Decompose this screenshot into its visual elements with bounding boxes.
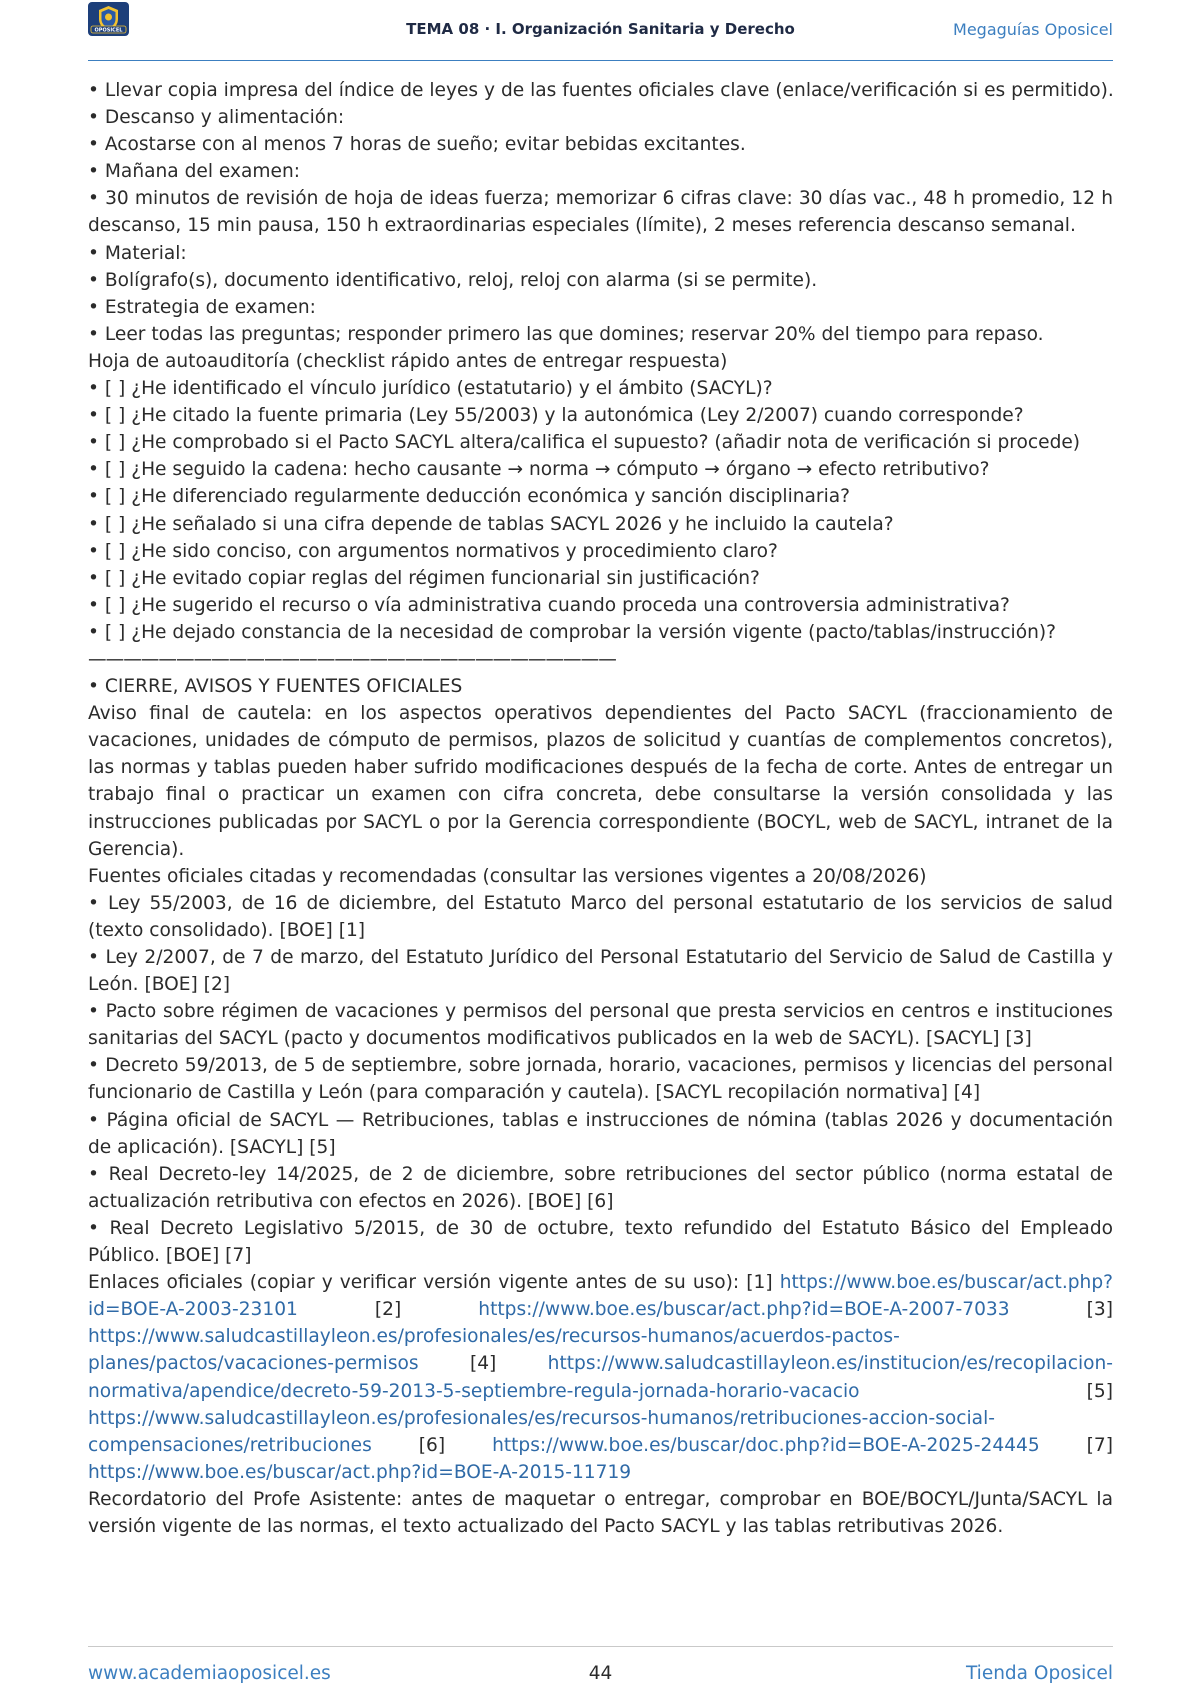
list-item: • Mañana del examen: bbox=[88, 161, 301, 183]
logo-text: OPOSICEL bbox=[94, 27, 123, 34]
fuente-item: • Pacto sobre régimen de vacaciones y permisos del personal que presta servicios en centros e instituciones sanitarias del SACYL (pacto y documentos modificativos publicados en la web de SACYL). [SACYL] [3] bbox=[88, 1001, 1113, 1050]
checklist-item: • [ ] ¿He identificado el vínculo jurídico (estatutario) y el ámbito (SACYL)? bbox=[88, 378, 773, 400]
checklist-item: • [ ] ¿He señalado si una cifra depende de tablas SACYL 2026 y he incluido la cautela? bbox=[88, 513, 894, 535]
checklist-title: Hoja de autoauditoría (checklist rápido antes de entregar respuesta) bbox=[88, 350, 728, 372]
link-ref: [3] bbox=[1086, 1299, 1113, 1321]
footer-website-link[interactable]: www.academiaoposicel.es bbox=[88, 1663, 331, 1684]
list-item: • Bolígrafo(s), documento identificativo, reloj, reloj con alarma (si se permite). bbox=[88, 269, 818, 291]
checklist-item: • [ ] ¿He evitado copiar reglas del régimen funcionarial sin justificación? bbox=[88, 567, 760, 589]
checklist-item: • [ ] ¿He sugerido el recurso o vía administrativa cuando proceda una controversia administrativa? bbox=[88, 594, 1010, 616]
link-ref: [6] bbox=[418, 1434, 446, 1456]
section-title: • CIERRE, AVISOS Y FUENTES OFICIALES bbox=[88, 676, 463, 698]
link-boe-2003[interactable]: https://www.boe.es/buscar/act.php?id=BOE-A-2003-23101 bbox=[88, 1272, 1113, 1321]
fuente-item: • Decreto 59/2013, de 5 de septiembre, sobre jornada, horario, vacaciones, permisos y licencias del personal funcionario de Castilla y León (para comparación y cautela). [SACYL recopilación normativa] [4] bbox=[88, 1055, 1113, 1104]
page-header bbox=[88, 0, 1113, 61]
link-sacyl-decreto[interactable]: https://www.saludcastillayleon.es/institucion/es/recopilacion-normativa/apendice/decreto-59-2013-5-septiembre-regula-jornada-horario-vacacio bbox=[88, 1353, 1113, 1402]
list-item: • Leer todas las preguntas; responder primero las que domines; reservar 20% del tiempo para repaso. bbox=[88, 323, 1044, 345]
fuente-item: • Página oficial de SACYL — Retribuciones, tablas e instrucciones de nómina (tablas 2026 y documentación de aplicación). [SACYL] [5] bbox=[88, 1109, 1113, 1158]
header-brand: Megaguías Oposicel bbox=[953, 20, 1113, 39]
header-title: TEMA 08 · I. Organización Sanitaria y Derecho bbox=[406, 20, 795, 38]
link-ref: [7] bbox=[1086, 1434, 1113, 1456]
list-item: • Estrategia de examen: bbox=[88, 296, 316, 318]
list-item: • Descanso y alimentación: bbox=[88, 107, 345, 129]
enlaces-paragraph bbox=[88, 1269, 1113, 1486]
fuente-item: • Ley 55/2003, de 16 de diciembre, del Estatuto Marco del personal estatutario de los servicios de salud (texto consolidado). [BOE] [1] bbox=[88, 892, 1113, 941]
checklist-item: • [ ] ¿He citado la fuente primaria (Ley 55/2003) y la autonómica (Ley 2/2007) cuando corresponde? bbox=[88, 405, 1024, 427]
link-sacyl-pactos[interactable]: https://www.saludcastillayleon.es/profesionales/es/recursos-humanos/acuerdos-pactos-planes/pactos/vacaciones-permisos bbox=[88, 1326, 900, 1375]
fuente-item: • Real Decreto Legislativo 5/2015, de 30 de octubre, texto refundido del Estatuto Básico del Empleado Público. [BOE] [7] bbox=[88, 1217, 1113, 1267]
page-footer bbox=[88, 1646, 1113, 1697]
list-item: • Material: bbox=[88, 242, 187, 264]
link-sacyl-retribuciones[interactable]: https://www.saludcastillayleon.es/profesionales/es/recursos-humanos/retribuciones-accion-social-compensaciones/retribuciones bbox=[88, 1407, 995, 1456]
link-boe-2015[interactable]: https://www.boe.es/buscar/act.php?id=BOE-A-2015-11719 bbox=[88, 1461, 632, 1483]
checklist-item: • [ ] ¿He dejado constancia de la necesidad de comprobar la versión vigente (pacto/tablas/instrucción)? bbox=[88, 621, 1057, 643]
page-content bbox=[88, 77, 1113, 1540]
page-number: 44 bbox=[588, 1663, 613, 1684]
recordatorio-paragraph: Recordatorio del Profe Asistente: antes de maquetar o entregar, comprobar en BOE/BOCYL/Junta/SACYL la versión vigente de las normas, el texto actualizado del Pacto SACYL y las tablas retributivas 2026. bbox=[88, 1488, 1113, 1537]
list-item: • Acostarse con al menos 7 horas de sueño; evitar bebidas excitantes. bbox=[88, 134, 746, 156]
checklist-item: • [ ] ¿He diferenciado regularmente deducción económica y sanción disciplinaria? bbox=[88, 486, 850, 508]
link-boe-2007[interactable]: https://www.boe.es/buscar/act.php?id=BOE-A-2007-7033 bbox=[478, 1299, 1010, 1321]
list-item-cifras: • 30 minutos de revisión de hoja de ideas fuerza; memorizar 6 cifras clave: 30 días vac., 48 h promedio, 12 h descanso, 15 min pausa, 150 h extraordinarias especiales (límite), 2 meses referencia descanso semanal. bbox=[88, 188, 1113, 237]
section-divider: —————————————————————————————— bbox=[88, 648, 616, 670]
checklist-item: • [ ] ¿He sido conciso, con argumentos normativos y procedimiento claro? bbox=[88, 540, 778, 562]
link-ref: [1] bbox=[746, 1272, 773, 1294]
link-ref: [4] bbox=[469, 1353, 497, 1375]
link-boe-2025[interactable]: https://www.boe.es/buscar/doc.php?id=BOE-A-2025-24445 bbox=[492, 1434, 1040, 1456]
link-ref: [2] bbox=[374, 1299, 402, 1321]
list-item: • Llevar copia impresa del índice de leyes y de las fuentes oficiales clave (enlace/verificación si es permitido). bbox=[88, 80, 1114, 101]
link-ref: [5] bbox=[1086, 1380, 1113, 1402]
enlaces-intro: Enlaces oficiales (copiar y verificar versión vigente antes de su uso): bbox=[88, 1272, 740, 1294]
footer-store-link[interactable]: Tienda Oposicel bbox=[965, 1663, 1113, 1684]
fuente-item: • Real Decreto-ley 14/2025, de 2 de diciembre, sobre retribuciones del sector público (norma estatal de actualización retributiva con efectos en 2026). [BOE] [6] bbox=[88, 1163, 1113, 1212]
fuente-item: • Ley 2/2007, de 7 de marzo, del Estatuto Jurídico del Personal Estatutario del Servicio de Salud de Castilla y León. [BOE] [2] bbox=[88, 947, 1113, 996]
fuentes-title: Fuentes oficiales citadas y recomendadas (consultar las versiones vigentes a 20/08/2026) bbox=[88, 865, 927, 887]
checklist-item: • [ ] ¿He seguido la cadena: hecho causante → norma → cómputo → órgano → efecto retributivo? bbox=[88, 459, 990, 481]
checklist-item: • [ ] ¿He comprobado si el Pacto SACYL altera/califica el supuesto? (añadir nota de verificación si procede) bbox=[88, 432, 1081, 454]
aviso-paragraph: Aviso final de cautela: en los aspectos operativos dependientes del Pacto SACYL (fraccionamiento de vacaciones, unidades de cómputo de permisos, plazos de solicitud y cuantías de complementos concretos), las normas y tablas pueden haber sufrido modificaciones después de la fecha de corte. Antes de entregar un trabajo final o practicar un examen con cifra concreta, debe consultarse la versión consolidada y las instrucciones publicadas por SACYL o por la Gerencia correspondiente (BOCYL, web de SACYL, intranet de la Gerencia). bbox=[88, 703, 1113, 860]
